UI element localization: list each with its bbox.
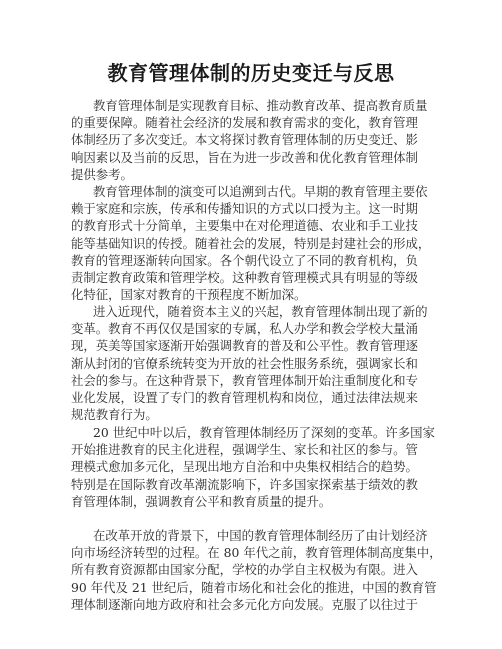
paragraph-line: 教育管理体制是实现教育目标、推动教育改革、提高教育质量 (93, 98, 428, 113)
paragraph-line: 理体制逐渐向地方政府和社会多元化方向发展。克服了以往过于 (71, 596, 418, 612)
paragraph (71, 183, 451, 303)
paragraph-line: 所有教育资源都由国家分配，学校的办学自主权极为有限。进入 (71, 562, 418, 578)
paragraph-line: 能等基础知识的传授。随着社会的发展，特别是封建社会的形成， (71, 235, 431, 251)
paragraph-line: 变革。教育不再仅仅是国家的专属，私人办学和教会学校大量涌 (71, 321, 418, 337)
paragraph-line: 化特征，国家对教育的干预程度不断加深。 (71, 287, 307, 303)
paragraph-line: 进入近现代，随着资本主义的兴起，教育管理体制出现了新的 (93, 304, 428, 319)
paragraph (71, 303, 451, 423)
paragraph-line: 现，英美等国家逐渐开始强调教育的普及和公平性。教育管理逐 (71, 338, 418, 354)
paragraph-line: 的重要保障。随着社会经济的发展和教育需求的变化，教育管理 (71, 115, 418, 131)
paragraph-line: 20 世纪中叶以后，教育管理体制经历了深刻的变革。许多国家 (93, 425, 435, 440)
paragraph-line: 业化发展，设置了专门的教育管理机构和岗位，通过法律法规来 (71, 389, 418, 405)
paragraph-line: 理模式愈加多元化，呈现出地方自治和中央集权相结合的趋势。 (71, 459, 418, 475)
paragraph-line: 社会的参与。在这种背景下，教育管理体制开始注重制度化和专 (71, 372, 418, 388)
paragraph-line: 规范教育行为。 (71, 407, 158, 423)
paragraph-line: 开始推进教育的民主化进程，强调学生、家长和社区的参与。管 (71, 442, 418, 458)
paragraph-line: 在改革开放的背景下，中国的教育管理体制经历了由计划经济 (93, 528, 428, 543)
paragraph (71, 527, 451, 613)
paragraph-line: 教育管理体制的演变可以追溯到古代。早期的教育管理主要依 (93, 184, 428, 199)
paragraph-line: 赖于家庭和宗族，传承和传播知识的方式以口授为主。这一时期 (71, 201, 418, 217)
paragraph-line: 90 年代及 21 世纪后，随着市场化和社会化的推进，中国的教育管 (71, 579, 437, 595)
paragraph (71, 424, 451, 510)
paragraph-line: 的教育形式十分简单，主要集中在对伦理道德、农业和手工业技 (71, 218, 418, 234)
paragraph-line: 育管理体制，强调教育公平和教育质量的提升。 (71, 493, 332, 509)
paragraph (71, 97, 451, 183)
paragraph-line: 渐从封闭的官僚系统转变为开放的社会性服务系统，强调家长和 (71, 355, 418, 371)
paragraph-line: 责制定教育政策和管理学校。这种教育管理模式具有明显的等级 (71, 269, 418, 285)
paragraph-line: 提供参考。 (71, 166, 133, 182)
paragraph-line: 教育的管理逐渐转向国家。各个朝代设立了不同的教育机构，负 (71, 252, 418, 268)
document-title: 教育管理体制的历史变迁与反思 (107, 61, 395, 85)
paragraph-line: 体制经历了多次变迁。本文将探讨教育管理体制的历史变迁、影 (71, 132, 418, 148)
paragraph-line: 向市场经济转型的过程。在 80 年代之前，教育管理体制高度集中， (71, 545, 442, 561)
paragraph-line: 响因素以及当前的反思，旨在为进一步改善和优化教育管理体制 (71, 149, 418, 165)
paragraph-line: 特别是在国际教育改革潮流影响下，许多国家探索基于绩效的教 (71, 476, 418, 492)
